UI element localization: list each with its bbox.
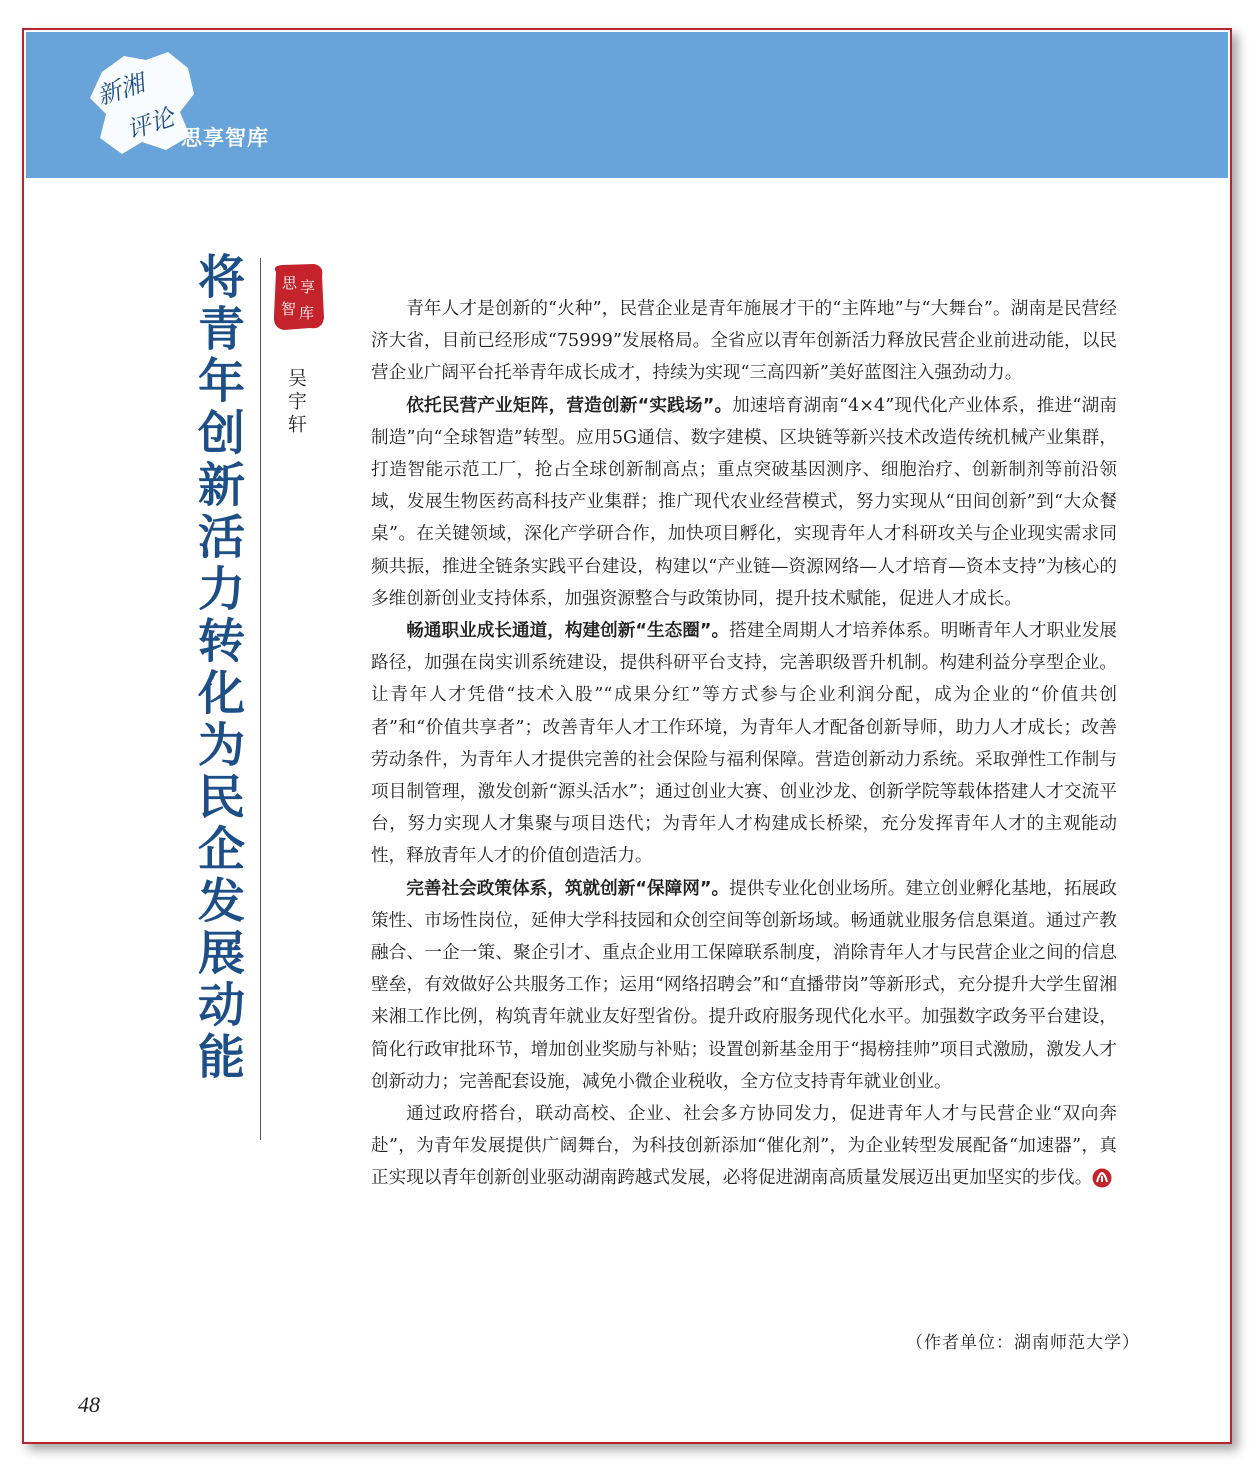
paragraph-lead: 畅通职业成长通道，构建创新“生态圈”。 [406,621,730,642]
page-number: 48 [78,1392,100,1417]
xinxiang-end-mark-icon [1092,1168,1112,1188]
paragraph-text: 搭建全周期人才培养体系。明晰青年人才职业发展路径，加强在岗实训系统建设，提供科研平台支持，完善职级晋升机制。构建利益分享型企业。让青年人才凭借“技术入股”“成果分红”等方式参与企业利润分配，成为企业的“价值共创者”和“价值共享者”；改善青年人才工作环境，为青年人才配备创新导师，助力人才成长；改善劳动条件，为青年人才提供完善的社会保险与福利保障。营造创新动力系统。采取弹性工作制与项目制管理，激发创新“源头活水”；通过创业大赛、创业沙龙、创新学院等载体搭建人才交流平台，努力实现人才集聚与项目迭代；为青年人才构建成长桥梁，充分发挥青年人才的主观能动性，释放青年人才的价值创造活力。 [371,621,1117,867]
article-title: 将青年创新活力转化为民企发展动能 [190,252,245,1084]
paragraph-text: 加速培育湖南“4×4”现代化产业体系，推进“湖南制造”向“全球智造”转型。应用5G通信、数字建模、区块链等新兴技术改造传统机械产业集群，打造智能示范工厂，抢占全球创新制高点；重点突破基因测序、细胞治疗、创新制剂等前沿领域，发展生物医药高科技产业集群；推广现代农业经营模式，努力实现从“田间创新”到“大众餐桌”。在关键领域，深化产学研合作，加快项目孵化，实现青年人才科研攻关与企业现实需求同频共振，推进全链条实践平台建设，构建以“产业链—资源网络—人才培育—资本支持”为核心的多维创新创业支持体系，加强资源整合与政策协同，提升技术赋能，促进人才成长。 [371,395,1117,609]
section-title: 思享智库 [181,126,269,150]
svg-text:评论: 评论 [123,102,178,145]
paragraph [371,293,1117,390]
paragraph-lead: 依托民营产业矩阵，营造创新“实践场”。 [406,395,733,416]
paragraph [371,390,1117,615]
paragraph [371,615,1117,873]
title-divider [260,258,261,1140]
paragraph-text: 提供专业化创业场所。建立创业孵化基地，拓展政策性、市场性岗位，延伸大学科技园和众创空间等创新场域。畅通就业服务信息渠道。通过产教融合、一企一策、聚企引才、重点企业用工保障联系制度，消除青年人才与民营企业之间的信息壁垒，有效做好公共服务工作；运用“网络招聘会”和“直播带岗”等新形式，充分提升大学生留湘来湘工作比例，构筑青年就业友好型省份。提升政府服务现代化水平。加强数字政务平台建设，简化行政审批环节，增加创业奖励与补贴；设置创新基金用于“揭榜挂帅”项目式激励，激发人才创新动力；完善配套设施，减免小微企业税收，全方位支持青年就业创业。 [371,878,1117,1092]
svg-text:思: 思 [282,274,298,292]
svg-text:智: 智 [281,300,297,318]
paragraph-text: 青年人才是创新的“火种”，民营企业是青年施展才干的“主阵地”与“大舞台”。湖南是民营经济大省，目前已经形成“75999”发展格局。全省应以青年创新活力释放民营企业前进动能，以民营企业广阔平台托举青年成长成才，持续为实现“三高四新”美好蓝图注入强劲动力。 [371,299,1117,384]
header-band [26,32,1228,178]
paragraph-text: 通过政府搭台，联动高校、企业、社会多方协同发力，促进青年人才与民营企业“双向奔赴”，为青年发展提供广阔舞台，为科技创新添加“催化剂”，为企业转型发展配备“加速器”，真正实现以青年创新创业驱动湖南跨越式发展，必将促进湖南高质量发展迈出更加坚实的步伐。 [371,1104,1117,1189]
svg-text:库: 库 [299,304,315,322]
paragraph [371,1098,1117,1195]
paragraph [371,873,1117,1098]
author-affiliation: （作者单位：湖南师范大学） [906,1333,1140,1353]
svg-text:享: 享 [300,278,316,296]
think-tank-seal-icon [270,262,326,332]
svg-text:新湘: 新湘 [93,68,148,111]
author-name: 吴宇轩 [285,368,307,437]
article-body [371,293,1117,1195]
paragraph-lead: 完善社会政策体系，筑就创新“保障网”。 [406,878,730,899]
